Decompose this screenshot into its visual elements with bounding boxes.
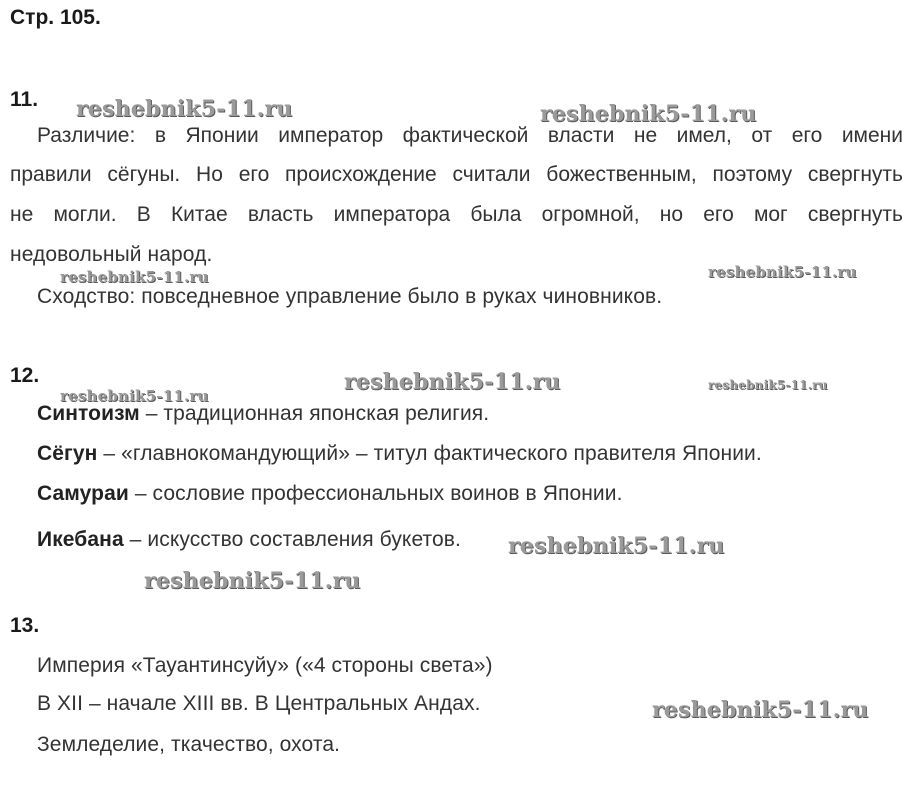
watermark: reshebnik5-11.ru [708, 263, 857, 281]
term-row-ikebana [37, 528, 461, 552]
definition-shintoism: – традиционная японская религия. [139, 402, 490, 425]
term-row-samurai [37, 482, 623, 506]
watermark: reshebnik5-11.ru [508, 533, 725, 559]
term-row-shogun [37, 442, 762, 466]
question-13-line-2: В XII – начале XIII вв. В Центральных Андах. [37, 692, 481, 715]
question-13-number: 13. [10, 614, 40, 637]
question-11-similarity: Сходство: повседневное управление было в руках чиновников. [37, 285, 663, 308]
term-shogun: Сёгун [37, 442, 98, 465]
term-row-shintoism [37, 402, 489, 426]
watermark: reshebnik5-11.ru [540, 101, 757, 127]
watermark: reshebnik5-11.ru [652, 697, 869, 723]
question-13-line-1: Империя «Тауантинсуйу» («4 стороны света») [37, 654, 493, 677]
definition-ikebana: – искусство составления букетов. [123, 528, 461, 551]
definition-samurai: – сословие профессиональных воинов в Японии. [128, 482, 623, 505]
watermark: reshebnik5-11.ru [76, 96, 293, 122]
watermark: reshebnik5-11.ru [144, 568, 361, 594]
watermark: reshebnik5-11.ru [60, 387, 209, 405]
question-11-difference-line-3: не могли. В Китае власть императора была огромной, но его мог свергнуть [10, 203, 903, 226]
term-shintoism: Синтоизм [37, 402, 140, 425]
question-11-difference-line-2: правили сёгуны. Но его происхождение считали божественным, поэтому свергнуть [10, 163, 903, 186]
question-11-number: 11. [10, 88, 39, 111]
watermark: reshebnik5-11.ru [60, 268, 209, 286]
term-samurai: Самураи [37, 482, 129, 505]
page-heading: Стр. 105. [10, 6, 101, 29]
term-ikebana: Икебана [37, 528, 124, 551]
watermark: reshebnik5-11.ru [708, 378, 828, 392]
definition-shogun: – «главнокомандующий» – титул фактического правителя Японии. [97, 442, 762, 465]
watermark: reshebnik5-11.ru [344, 369, 561, 395]
question-11-difference-line-4: недовольный народ. [10, 243, 213, 266]
question-11-difference-line-1: Различие: в Японии император фактической власти не имел, от его имени [37, 124, 903, 147]
question-12-number: 12. [10, 364, 40, 387]
question-13-line-3: Земледелие, ткачество, охота. [37, 733, 341, 756]
